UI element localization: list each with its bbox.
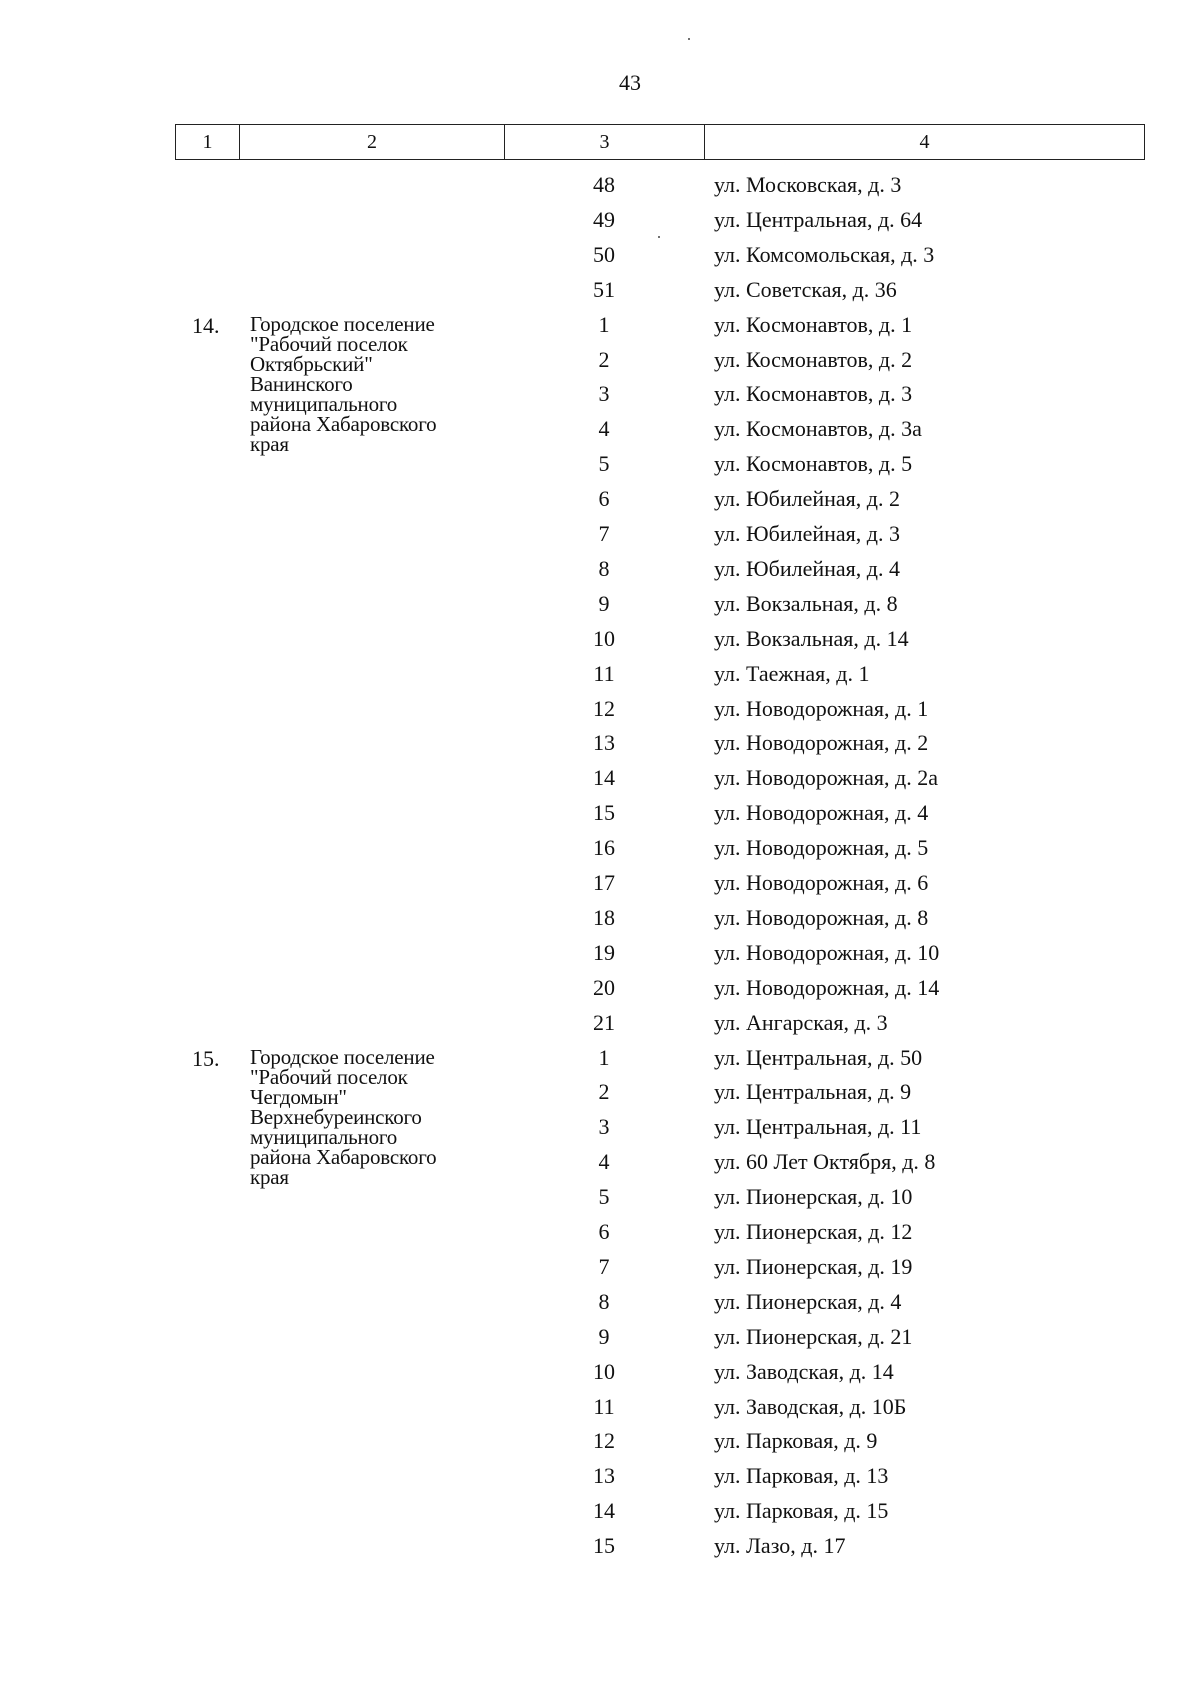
settlement-name-line: района Хабаровского: [250, 411, 437, 436]
header-cell-1: 1: [202, 130, 213, 153]
row-number: 17: [593, 870, 615, 895]
settlement-name-line: района Хабаровского: [250, 1144, 437, 1169]
row-number: 51: [593, 276, 615, 302]
row-number: 7: [598, 521, 610, 546]
table-row: [0, 1180, 1200, 1214]
row-number: 18: [593, 904, 615, 930]
table-row: [0, 1355, 1200, 1389]
scan-speck: [688, 38, 690, 40]
row-address: ул. Парковая, д. 15: [714, 1498, 889, 1524]
settlement-name-line: Городское поселение: [250, 1044, 435, 1069]
row-address: ул. Центральная, д. 64: [714, 206, 923, 232]
row-number: 9: [598, 1323, 610, 1349]
row-address: ул. Космонавтов, д. 5: [714, 451, 913, 477]
table-row: [0, 1250, 1200, 1284]
table-row: [0, 343, 1200, 377]
row-address: ул. Пионерская, д. 4: [714, 1288, 902, 1314]
row-number: 13: [593, 730, 615, 756]
settlement-index: 15.: [192, 1045, 220, 1071]
table-row: [0, 552, 1200, 586]
row-number: 14: [593, 1498, 615, 1524]
row-address: ул. Таежная, д. 1: [714, 660, 870, 686]
row-address: ул. 60 Лет Октября, д. 8: [714, 1149, 936, 1175]
row-number: 48: [593, 172, 615, 197]
table-row: [0, 657, 1200, 691]
row-number: 3: [598, 1114, 610, 1140]
row-number: 16: [593, 835, 615, 861]
table-row: [0, 1075, 1200, 1109]
row-address: ул. Центральная, д. 9: [714, 1079, 912, 1105]
settlement-name-line: муниципального: [250, 391, 398, 416]
table-row: [0, 273, 1200, 307]
row-address: ул. Новодорожная, д. 1: [714, 695, 929, 721]
row-address: ул. Вокзальная, д. 8: [714, 590, 898, 616]
table-row: [0, 726, 1200, 760]
table-row: [0, 1459, 1200, 1493]
table-row: [0, 971, 1200, 1005]
row-number: 10: [593, 625, 615, 651]
row-address: ул. Новодорожная, д. 4: [714, 800, 929, 826]
table-row: [0, 377, 1200, 411]
row-number: 6: [598, 1219, 610, 1244]
settlement-name-line: Городское поселение: [250, 311, 435, 336]
row-address: ул. Советская, д. 36: [714, 276, 897, 302]
row-number: 2: [598, 1079, 610, 1105]
row-address: ул. Новодорожная, д. 2а: [714, 765, 938, 791]
table-row: [0, 1006, 1200, 1040]
row-address: ул. Космонавтов, д. 3: [714, 381, 913, 407]
row-address: ул. Вокзальная, д. 14: [714, 625, 909, 651]
settlement-name-line: края: [250, 1164, 289, 1189]
row-number: 12: [593, 695, 615, 721]
table-row: [0, 482, 1200, 516]
row-address: ул. Парковая, д. 13: [714, 1463, 889, 1489]
row-number: 20: [593, 974, 615, 1000]
table-row: [0, 1494, 1200, 1528]
settlement-name-line: "Рабочий поселок: [250, 1064, 408, 1089]
row-number: 10: [593, 1358, 615, 1384]
row-address: ул. Новодорожная, д. 2: [714, 730, 929, 756]
row-address: ул. Центральная, д. 11: [714, 1114, 922, 1140]
table-row: [0, 1390, 1200, 1424]
row-number: 1: [598, 311, 610, 337]
row-address: ул. Юбилейная, д. 2: [714, 486, 900, 512]
row-address: ул. Новодорожная, д. 14: [714, 974, 940, 1000]
row-address: ул. Лазо, д. 17: [714, 1533, 846, 1559]
table-row: [0, 936, 1200, 970]
row-number: 8: [598, 1288, 610, 1314]
table-header: [175, 124, 1145, 160]
row-number: 11: [593, 1393, 615, 1419]
table-row: [0, 831, 1200, 865]
row-number: 19: [593, 939, 615, 965]
table-row: [0, 517, 1200, 551]
row-number: 9: [598, 590, 610, 616]
table-row: [0, 1215, 1200, 1249]
settlement-name-line: "Рабочий поселок: [250, 331, 408, 356]
table-row: [0, 447, 1200, 481]
row-address: ул. Центральная, д. 50: [714, 1044, 923, 1070]
row-address: ул. Новодорожная, д. 8: [714, 904, 929, 930]
row-address: ул. Космонавтов, д. 3а: [714, 416, 922, 442]
row-number: 1: [598, 1044, 610, 1070]
table-row: [0, 622, 1200, 656]
table-row: [0, 1110, 1200, 1144]
row-address: ул. Юбилейная, д. 3: [714, 521, 900, 546]
table-row: [0, 587, 1200, 621]
table-row: [0, 866, 1200, 900]
table-row: [0, 796, 1200, 830]
row-address: ул. Новодорожная, д. 10: [714, 939, 940, 965]
table-row: [0, 168, 1200, 202]
row-address: ул. Ангарская, д. 3: [714, 1009, 888, 1035]
row-number: 5: [598, 451, 610, 477]
header-cell-3: 3: [504, 125, 704, 159]
row-address: ул. Пионерская, д. 21: [714, 1323, 913, 1349]
row-address: ул. Пионерская, д. 10: [714, 1184, 913, 1210]
row-address: ул. Пионерская, д. 19: [714, 1253, 913, 1279]
row-address: ул. Новодорожная, д. 6: [714, 870, 929, 895]
table-row: [0, 1285, 1200, 1319]
table-row: [0, 1529, 1200, 1563]
row-number: 12: [593, 1428, 615, 1454]
table-row: [0, 692, 1200, 726]
row-address: ул. Космонавтов, д. 2: [714, 346, 913, 372]
table-row: [0, 308, 1200, 342]
settlement-name-line: Октябрьский": [250, 351, 373, 376]
settlement-name-line: Ванинского: [250, 371, 353, 396]
row-address: ул. Пионерская, д. 12: [714, 1219, 913, 1244]
row-number: 11: [593, 660, 615, 686]
row-address: ул. Комсомольская, д. 3: [714, 241, 935, 267]
table-row: [0, 203, 1200, 237]
row-number: 14: [593, 765, 615, 791]
row-address: ул. Парковая, д. 9: [714, 1428, 878, 1454]
header-cell-2: 2: [239, 125, 504, 159]
table-row: [0, 761, 1200, 795]
table-row: [0, 412, 1200, 446]
row-address: ул. Юбилейная, д. 4: [714, 555, 900, 581]
settlement-name-line: Верхнебуреинского: [250, 1104, 422, 1129]
row-address: ул. Московская, д. 3: [714, 172, 902, 197]
row-number: 49: [593, 206, 615, 232]
row-address: ул. Заводская, д. 10Б: [714, 1393, 907, 1419]
row-number: 21: [593, 1009, 615, 1035]
row-address: ул. Заводская, д. 14: [714, 1358, 894, 1384]
settlement-name-line: Чегдомын": [250, 1084, 347, 1109]
row-number: 50: [593, 241, 615, 267]
header-cell-4: 4: [704, 125, 1144, 159]
table-row: [0, 1320, 1200, 1354]
row-address: ул. Новодорожная, д. 5: [714, 835, 929, 861]
row-number: 7: [598, 1253, 610, 1279]
row-number: 15: [593, 1533, 615, 1559]
settlement-name-line: края: [250, 431, 289, 456]
row-address: ул. Космонавтов, д. 1: [714, 311, 913, 337]
table-row: [0, 1041, 1200, 1075]
row-number: 2: [598, 346, 610, 372]
row-number: 4: [598, 1149, 610, 1175]
table-row: [0, 238, 1200, 272]
table-row: [0, 1424, 1200, 1458]
row-number: 6: [598, 486, 610, 512]
row-number: 5: [598, 1184, 610, 1210]
row-number: 4: [598, 416, 610, 442]
settlement-name-line: муниципального: [250, 1124, 398, 1149]
table-row: [0, 1145, 1200, 1179]
row-number: 15: [593, 800, 615, 826]
row-number: 13: [593, 1463, 615, 1489]
table-row: [0, 901, 1200, 935]
row-number: 8: [598, 555, 610, 581]
row-number: 3: [598, 381, 610, 407]
page-number: 43: [619, 70, 641, 95]
settlement-index: 14.: [192, 312, 220, 338]
